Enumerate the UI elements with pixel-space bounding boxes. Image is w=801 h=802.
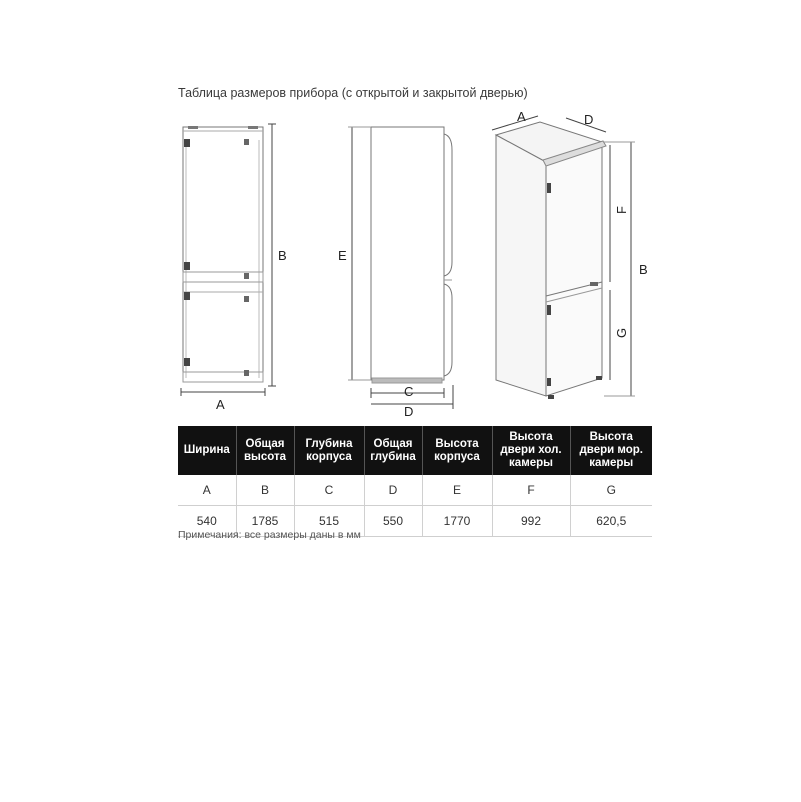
isometric-view [492,116,635,399]
value-cell: 1770 [422,506,492,537]
side-height-label: E [338,248,347,263]
value-cell: 515 [294,506,364,537]
iso-depth-label: D [584,112,594,127]
front-height-label: B [278,248,287,263]
letter-cell: A [178,475,236,506]
header-total-height: Общая высота [236,426,294,475]
iso-height-label: B [639,262,648,277]
value-cell: 1785 [236,506,294,537]
table-row-letters [178,475,652,506]
front-width-label: A [216,397,225,412]
letter-cell: C [294,475,364,506]
page-title: Таблица размеров прибора (с открытой и закрытой дверью) [178,86,528,100]
side-body-depth-label: C [404,384,414,399]
header-fridge-door-height: Высота двери хол. камеры [492,426,570,475]
header-freezer-door-height: Высота двери мор. камеры [570,426,652,475]
header-width: Ширина [178,426,236,475]
header-total-depth: Общая глубина [364,426,422,475]
letter-cell: F [492,475,570,506]
value-cell: 620,5 [570,506,652,537]
iso-fridge-door-label: F [614,206,629,214]
units-note: Примечания: все размеры даны в мм [178,529,361,541]
front-view [181,124,276,396]
iso-freezer-door-label: G [614,327,629,338]
dimensions-table [178,426,652,537]
header-body-height: Высота корпуса [422,426,492,475]
letter-cell: E [422,475,492,506]
side-total-depth-label: D [404,404,414,419]
side-view [348,127,453,409]
letter-cell: G [570,475,652,506]
letter-cell: D [364,475,422,506]
header-body-depth: Глубина корпуса [294,426,364,475]
value-cell: 540 [178,506,236,537]
value-cell: 992 [492,506,570,537]
table-header-row [178,426,652,475]
letter-cell: B [236,475,294,506]
iso-width-label: A [517,109,526,124]
value-cell: 550 [364,506,422,537]
